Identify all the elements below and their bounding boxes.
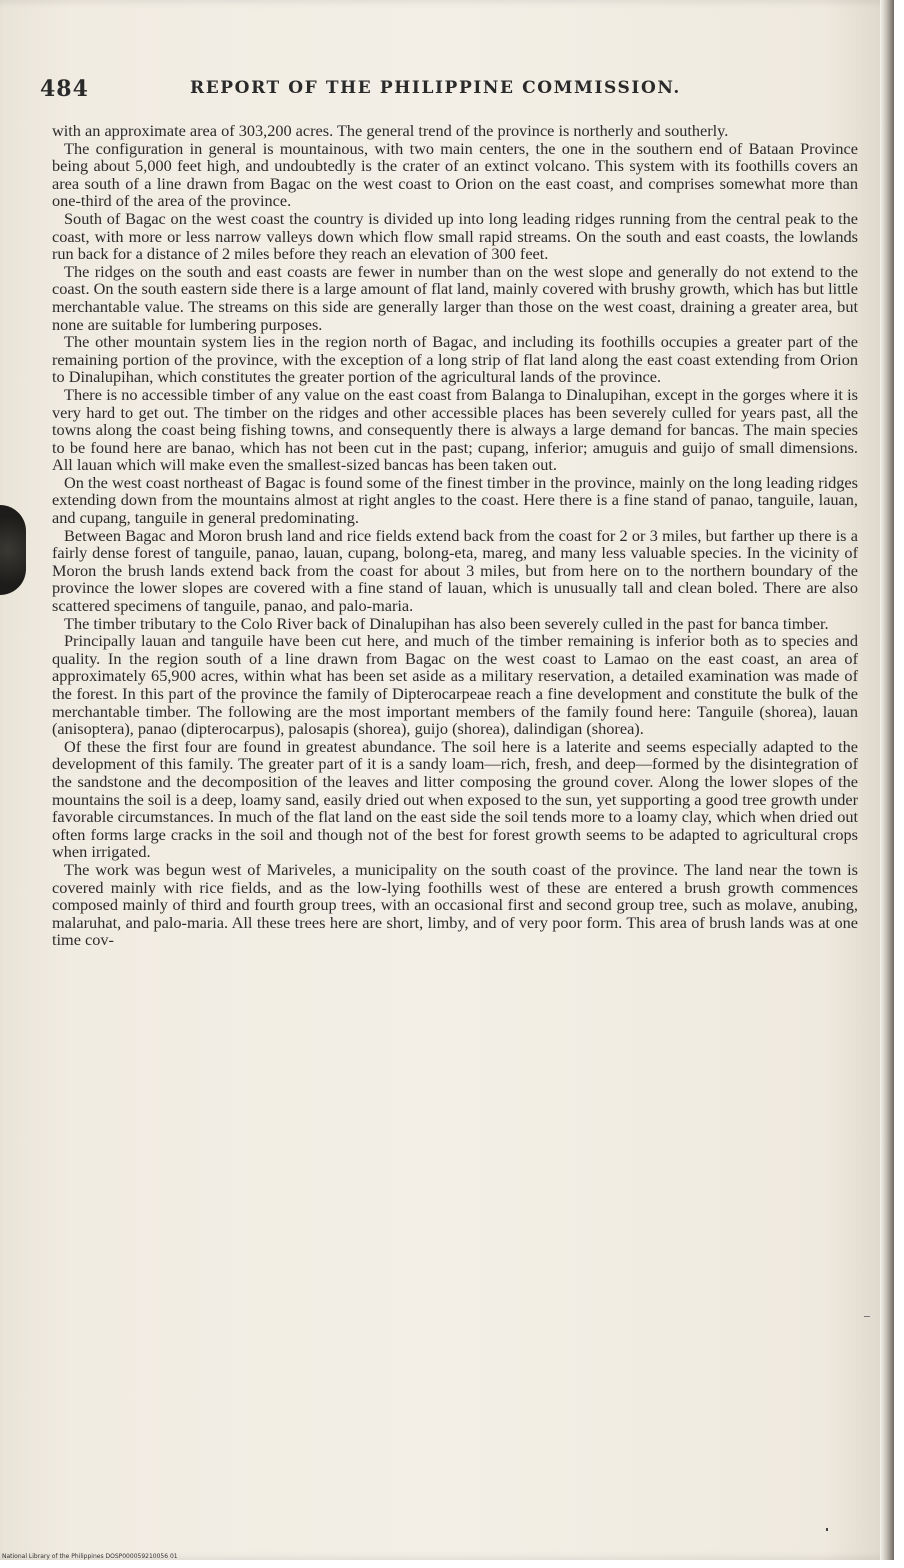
margin-mark (864, 1316, 870, 1317)
binder-clip (0, 505, 26, 595)
body-text (52, 122, 858, 949)
paragraph: The other mountain system lies in the region north of Bagac, and including its foothills occupies a greater part of the remaining portion of the province, with the exception of a long strip of flat land along the east coast extending from Orion to Dinalupihan, which constitutes the greater portion of the agricultural lands of the province. (52, 332, 858, 387)
paragraph: Principally lauan and tanguile have been cut here, and much of the timber remaining is inferior both as to species and quality. In the region south of a line drawn from Bagac on the west coast to Lamao on the east coast, an area of approximately 65,900 acres, within what has been set aside as a military reservation, a detailed examination was made of the forest. In this part of the province the family of Dipterocarpeae reach a fine development and constitute the bulk of the merchantable timber. The following are the most important members of the family found here: Tanguile (shorea), lauan (anisoptera), panao (dipterocarpus), palosapis (shorea), guijo (shorea), dalindigan (shorea). (52, 631, 858, 739)
paragraph: Between Bagac and Moron brush land and rice fields extend back from the coast for 2 or 3 miles, but farther up there is a fairly dense forest of tanguile, panao, lauan, cupang, bolong-eta, mareg, and many less valuable species. In the vicinity of Moron the brush lands extend back from the coast for about 3 miles, but from here on to the northern boundary of the province the lower slopes are covered with a fine stand of lauan, which is unusually tall and clean boled. There are also scattered specimens of tanguile, panao, and palo-maria. (52, 525, 858, 616)
paragraph: with an approximate area of 303,200 acres. The general trend of the province is northerly and southerly. (52, 121, 729, 140)
paragraph: The work was begun west of Mariveles, a municipality on the south coast of the province. The land near the town is covered mainly with rice fields, and as the low-lying foothills west of these are entered a brush growth commences composed mainly of third and fourth group trees, with an occasional first and second group tree, such as molave, anubing, malaruhat, and palo-maria. All these trees here are short, limby, and of very poor form. This area of brush lands was at one time cov- (52, 859, 858, 950)
page-number: 484 (40, 76, 89, 102)
paragraph: The timber tributary to the Colo River back of Dinalupihan has also been severely culled in the past for banca timber. (64, 613, 829, 633)
paragraph: There is no accessible timber of any value on the east coast from Balanga to Dinalupihan, except in the gorges where it is very hard to get out. The timber on the ridges and other accessible places has been severely culled for years past, all the towns along the coast being fishing towns, and consequently there is always a large demand for bancas. The main species to be found here are banao, which has not been cut in the past; cupang, inferior; amuguis and guijo of small dimensions. All lauan which will make even the smallest-sized bancas has been taken out. (52, 384, 858, 475)
scan-credit: National Library of the Philippines DOSP000059210056 01 (2, 1553, 178, 1560)
paragraph: Of these the first four are found in greatest abundance. The soil here is a laterite and seems especially adapted to the development of this family. The greater part of it is a sandy loam—rich, fresh, and deep—formed by the disintegration of the sandstone and the decomposition of the leaves and litter composing the ground cover. Along the lower slopes of the mountains the soil is a deep, loamy sand, easily dried out when exposed to the sun, yet supporting a good tree growth under favorable circumstances. In much of the flat land on the east side the soil tends more to a loamy clay, which when dried out often forms large cracks in the soil and though not of the best for forest growth seems to be adapted to agricultural crops when irrigated. (52, 736, 858, 862)
paragraph: South of Bagac on the west coast the country is divided up into long leading ridges running from the central peak to the coast, with more or less narrow valleys down which flow small rapid streams. On the south and east coasts, the lowlands run back for a distance of 2 miles before they reach an elevation of 300 feet. (52, 208, 858, 264)
page-header (40, 76, 860, 106)
page-edge-shadow (880, 0, 894, 1560)
running-title: REPORT OF THE PHILIPPINE COMMISSION. (190, 78, 681, 98)
paragraph: The ridges on the south and east coasts are fewer in number than on the west slope and generally do not extend to the coast. On the south eastern side there is a large amount of flat land, mainly covered with brushy growth, which has but little merchantable value. The streams on this side are generally larger than those on the west coast, draining a greater area, but none are suitable for lumbering purposes. (52, 261, 858, 334)
scan-speck (826, 1528, 828, 1531)
paragraph: On the west coast northeast of Bagac is found some of the finest timber in the province, mainly on the long leading ridges extending down from the mountains almost at right angles to the coast. Here there is a fine stand of panao, tanguile, lauan, and cupang, tanguile in general predominating. (52, 472, 858, 528)
paragraph: The configuration in general is mountainous, with two main centers, the one in the southern end of Bataan Province being about 5,000 feet high, and undoubtedly is the crater of an extinct volcano. This system with its foothills covers an area south of a line drawn from Bagac on the west coast to Orion on the east coast, and comprises somewhat more than one-third of the area of the province. (52, 138, 858, 211)
